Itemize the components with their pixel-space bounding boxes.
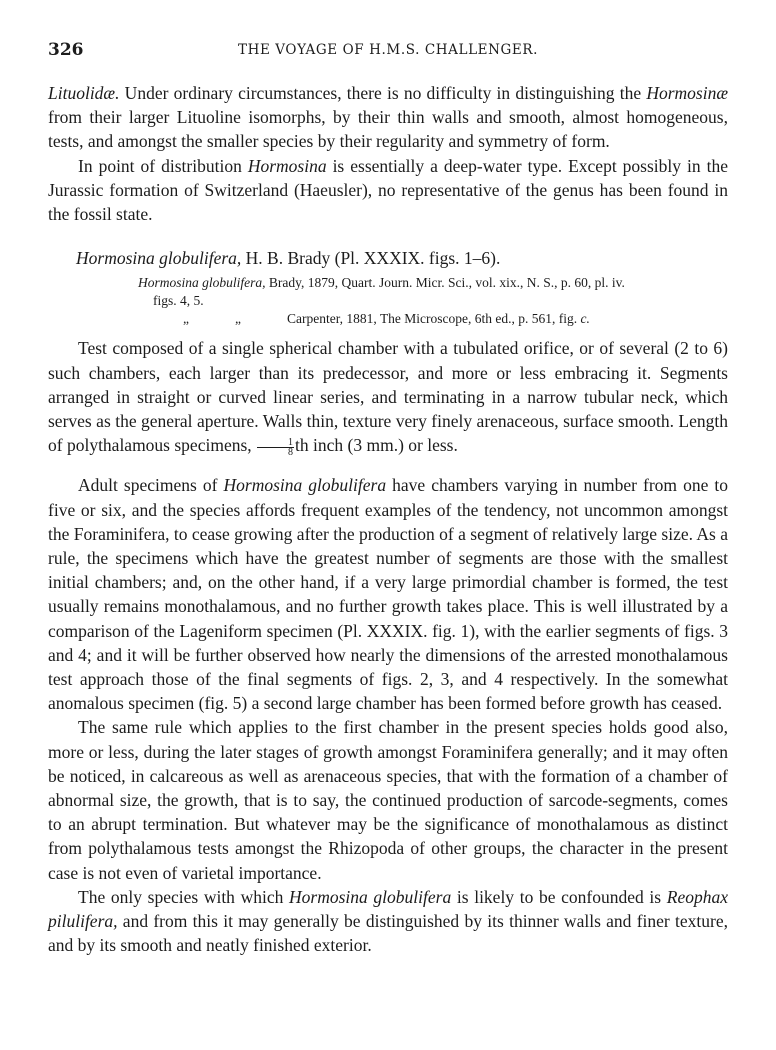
page-body (48, 81, 728, 958)
paragraph-distribution (48, 154, 728, 227)
italic-term: Hormosinæ (646, 83, 728, 103)
running-title: THE VOYAGE OF H.M.S. CHALLENGER. (237, 42, 539, 58)
italic-term: Reophax pilulifera, (48, 886, 728, 932)
paragraph-text: In point of distribution (78, 155, 248, 176)
species-heading (76, 246, 728, 270)
reference-text: Carpenter, 1881, The Microscope, 6th ed., p. 561, fig. (287, 311, 581, 327)
paragraph-text: and from this it may generally be distinguished by its thinner walls and finer texture, and by its smooth and neatly finished exterior. (48, 911, 728, 956)
page-number: 326 (48, 40, 84, 60)
paragraph-text: is likely to be confounded is (451, 886, 667, 907)
species-name: Hormosina globulifera, (76, 248, 242, 269)
italic-term: Lituolidæ. (48, 83, 120, 103)
paragraph-text: Test composed of a single spherical chamber with a tubulated orifice, or of several (2 to 6) such chambers, each larger than its predecessor, and more or less embracing it. Segments arranged in straight or curved linear series, and terminating in a narrow tubular neck, which serves as the general aperture. Walls thin, texture very finely arenaceous, surface smooth. Length of polythalamous specimens, (48, 338, 728, 456)
fraction-numerator: 1 (257, 438, 294, 448)
ditto-mark: „ (235, 311, 241, 327)
fraction (257, 438, 294, 457)
paragraph-same-rule (48, 715, 728, 884)
paragraph-text: th inch (3 mm.) or less. (295, 435, 458, 456)
paragraph-text: The only species with which (78, 886, 290, 907)
paragraph-intro (48, 81, 728, 154)
page-header (48, 40, 728, 66)
paragraph-text: from their larger Lituoline isomorphs, by their thin walls and smooth, almost homogeneous, tests, and amongst the smaller species by their regularity and symmetry of form. (48, 107, 728, 152)
paragraph-text: Under ordinary circumstances, there is no difficulty in distinguishing the (119, 83, 647, 103)
italic-term: Hormosina globulifera (223, 475, 387, 496)
reference-species-name: Hormosina globulifera, (138, 275, 266, 291)
species-authority: H. B. Brady (Pl. XXXIX. figs. 1–6). (241, 248, 501, 269)
paragraph-adult-specimens (48, 473, 728, 715)
italic-term: Hormosina (247, 155, 327, 176)
reference-fig: c. (580, 311, 590, 327)
paragraph-text: is essentially a deep-water type. Except possibly in the Jurassic formation of Switzerland (Haeusler), no representative of the genus has been found in the fossil state. (48, 155, 728, 225)
italic-term: Hormosina globulifera (289, 886, 452, 907)
reference-text: Brady, 1879, Quart. Journ. Micr. Sci., vol. xix., N. S., p. 60, pl. iv. (265, 275, 625, 291)
paragraph-text: The same rule which applies to the first chamber in the present species holds good also, more or less, during the later stages of growth amongst Foraminifera generally; and it may often be noticed, in calcareous as well as arenaceous species, that with the formation of a chamber of abnormal size, the growth, that is to say, the continued production of sarcode-segments, comes to an abrupt termination. But whatever may be the significance of monothalamous as distinct from polythalamous tests amongst the Rhizopoda of other groups, the character in the present case is not even of varietal importance. (48, 717, 728, 883)
reference-line (48, 310, 728, 328)
paragraph-comparison (48, 885, 728, 958)
reference-continuation: figs. 4, 5. (153, 293, 204, 309)
paragraph-text: have chambers varying in number from one to five or six, and the species affords frequent examples of the tendency, not uncommon amongst the Foraminifera, to cease growing after the production of a segment of relatively large size. As a rule, the specimens which have the greatest number of segments are those with the smallest initial chambers; and, on the other hand, if a very large primordial chamber is formed, the test usually remains monothalamous, and no further growth takes place. This is well illustrated by a comparison of the Lageniform specimen (Pl. XXXIX. fig. 1), with the earlier segments of figs. 3 and 4; and it will be further observed how nearly the dimensions of the arrested monothalamous test approach those of the final segments of figs. 2, 3, and 4 respectively. In the somewhat anomalous specimen (fig. 5) a second large chamber has been formed before growth has ceased. (48, 475, 728, 714)
fraction-denominator: 8 (288, 446, 294, 458)
ditto-mark: „ (183, 311, 189, 327)
reference-line (48, 274, 728, 292)
paragraph-description (48, 336, 728, 457)
paragraph-text: Adult specimens of (78, 475, 224, 496)
